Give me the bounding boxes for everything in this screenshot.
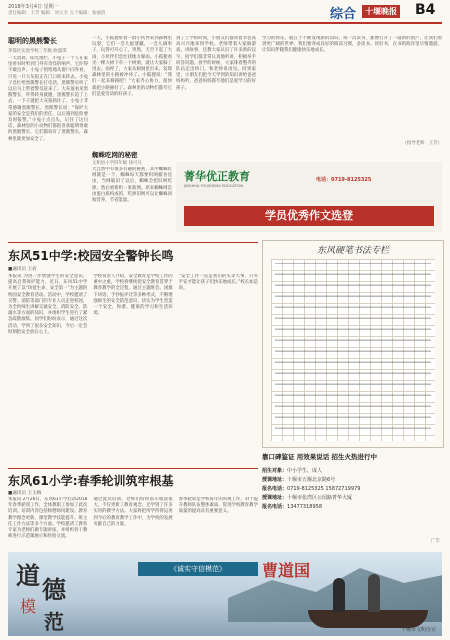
column-3 <box>176 36 256 156</box>
column-2 <box>92 36 172 232</box>
banner-name: 曹道国 <box>262 561 311 580</box>
banner-char-1: 道 <box>16 561 40 590</box>
banner-subtitle: 《诚实守信模范》 <box>170 565 226 573</box>
ad-subtitle: JINGHUA YOUZHENG EDUCATION <box>184 184 244 188</box>
ad-tagline: 学员优秀作文选登 <box>265 209 353 222</box>
banner-chars <box>14 556 84 632</box>
moral-model-banner <box>8 552 442 636</box>
story-body-2b: 大自然中有很多有趣的秘密，其中蜘蛛吃网就是一个。蜘蛛每天都要织网捕食昆虫，当网破旧了以后，蜘蛛会把旧网吃掉，然后重新织一张新网。原来蜘蛛网是由蛋白质构成的，吃掉旧网可以让蜘蛛回收营养，节省能量。 <box>92 167 172 204</box>
story-body-2: 一天，小狐狸带着一群小伙伴来到森林里玩耍，它们一会儿捉迷藏，一会儿摘果子，玩得可开心了。突然，天空下起了大雨，小伙伴们急忙找地方躲雨。小狐狸看见一棵大树下有一个树洞，就让大家躲了进去。雨停了，大家从树洞里出来，发现森林里的小路被冲坏了。小狐狸说：“我们一起来修路吧！”大家齐心协力，很快就把小路修好了。森林里的动物们都夸它们是爱劳动的好孩子。 <box>92 36 172 97</box>
ad-title: 菁华优正教育 <box>184 170 250 183</box>
story-byline: 茅箭区实验学校三年级 欧淑琪 <box>8 49 67 54</box>
column-4 <box>262 36 442 156</box>
page-header <box>0 0 450 24</box>
article2-byline: ■通讯员 王玉梅 <box>8 491 42 496</box>
story-credit-4: （指导老师：王芳） <box>402 141 442 146</box>
banner-char-2: 德 <box>42 575 66 604</box>
education-ad-banner <box>176 162 442 232</box>
person-1 <box>333 578 345 612</box>
article-body-col1: 本报讯 为进一步增强学生的安全意识，提高自我保护能力，近日，东风51中学开展了以“珍爱生命，安全第一”为主题的校园安全教育活动。活动中，学校邀请了交警、消防等部门的专业人员走进校园，为全校师生讲解交通安全、消防安全、防溺水等方面的知识，并组织学生进行了紧急疏散演练。同学们纷纷表示，通过这次活动，学到了很多安全知识，今后一定会时刻把安全放在心上。 <box>8 274 88 335</box>
ad2-line-5: 报名电话：13477318958 <box>262 504 323 510</box>
banner-subtitle-box <box>138 562 258 576</box>
column-1 <box>8 36 88 232</box>
ad-mark: 广告 <box>431 539 440 544</box>
article-byline: ■通讯员 王岩 <box>8 267 37 272</box>
article-rule-top <box>8 242 258 243</box>
story-body: 一天清晨，阳光灿烂，小兔子一个人在家里看书时听到门外有奇怪的响声，它吓得不敢出声。小兔子悄悄地从窗户向外看，只见一只大灰狼正在门口转来转去。小兔子急忙给黑熊警长打电话，黑熊警长听了以后马上带着警员赶来了。大灰狼看见黑熊警长，吓得转身就跑，黑熊警长追了上去，一下子就把大灰狼抓住了。小兔子非常感谢黑熊警长。黑熊警长说：“保护大家的安全是我们的责任，以后遇到危险要及时报警。”小兔子点点头，记住了这句话。森林里的小动物们都很喜欢聪明勇敢的黑熊警长，它们都说有了黑熊警长，森林里就更加安全了。 <box>8 56 88 142</box>
spring-training-article <box>8 468 258 548</box>
page-number: B4 <box>415 2 436 18</box>
section-title: 综合 <box>330 7 357 22</box>
article2-rule-top <box>8 468 258 469</box>
header-rule <box>8 22 442 24</box>
ad-tagline-bar <box>184 206 434 226</box>
story-byline-2: 太和县小学四年级 徐可凡 <box>92 161 142 166</box>
ad2-line-3: 报名电话：0719-8125325 15872719979 <box>262 486 361 492</box>
enrollment-ad <box>262 452 442 548</box>
date-line: 2018年3月4日 星期一 <box>8 4 59 10</box>
calligraphy-grid <box>271 259 435 441</box>
ad2-line-2: 授课地址：十堰市五堰北京路6号 <box>262 477 336 483</box>
story-headline: 聪明的黑熊警长 <box>8 37 57 45</box>
story-body-3: 到了上学的时间，小朋友们都背着书包高高兴兴地来到学校。老师带着大家做游戏、讲故事，还教大家认识了许多新的汉字。同学们都非常认真地听讲，积极举手回答问题。放学的时候，大家排着整齐的队伍走出校门，和老师说再见。回到家里，小朋友们把今天学到的知识讲给爸爸妈妈听，爸爸妈妈都夸他们是爱学习的好孩子。 <box>176 36 256 91</box>
school-safety-article <box>8 242 258 468</box>
editor-line: 责任编辑：王芳 编辑：刘立杰 五十编辑：张丽清 <box>8 11 106 16</box>
ad-logo-box <box>184 168 304 204</box>
calligraphy-panel <box>262 240 444 448</box>
brand-logo <box>362 5 400 18</box>
article-body-col2: 学校负责人介绍，安全教育是学校工作的重中之重，学校将继续把安全教育贯穿于教育教学的全过程，通过主题班会、国旗下讲话、手抄报评比等多种形式，不断增强师生的安全防范意识，切实为学生营造一个安全、和谐、健康的学习和生活环境。 <box>93 274 173 317</box>
brand-text: 十堰晚报 <box>365 7 397 16</box>
story-headline-2: 蜘蛛吃网的秘密 <box>92 151 138 159</box>
person-2 <box>368 574 380 612</box>
article2-body-col3: 春季轮训是学校每年的常规工作，对于提升教师队伍整体素质、促进学校教育教学质量的提高具有重要意义。 <box>178 497 258 515</box>
enrollment-ad-title: 靠口碑鉴证 用效果说话 招生火热进行中 <box>262 453 378 461</box>
banner-char-4: 范 <box>44 610 64 634</box>
banner-char-3: 模 <box>20 597 37 616</box>
article2-headline: 东风61小学:春季轮训筑牢根基 <box>8 474 174 488</box>
ad-phone: 电话：0719-8125325 <box>316 177 372 183</box>
article2-body-col1: 本报讯 2月26日，东风61小学启动2018年春季轮训工作，全体教职工参加了此次培训。培训内容包括师德师风建设、教育教学理念更新、课堂教学技能提升、班主任工作方法等多个方面。学校邀请了教育专家为老师们做专题讲座，并组织骨干教师进行示范课展示和经验交流。 <box>8 497 88 540</box>
article-headline: 东风51中学:校园安全警钟长鸣 <box>8 249 174 263</box>
story-body-4: 学习的快乐，就在于不断发现新的知识。每一次读书，都像打开了一扇新的窗户，让我们看到更广阔的世界。我们要养成良好的阅读习惯，多读书、读好书，在书的海洋里尽情遨游，让知识伴随我们健康快乐地成长。 <box>262 36 442 54</box>
ad2-line-4: 授课地址：十堰市张湾区公园路菁华大厦 <box>262 495 353 501</box>
article2-body-col2: 通过此次培训，老师们纷纷表示收获很大，不仅更新了教育观念，还学到了许多实用的教学方法。大家将把所学所得运用到今后的教育教学工作中，为学校的发展贡献自己的力量。 <box>93 497 173 527</box>
article-body-col3: “安全工作一直是我们的头等大事，只有平安才能让孩子们快乐地成长。”校长如是说。 <box>178 274 258 292</box>
handwriting-sample <box>275 263 431 437</box>
ad2-line-1: 招生对象：中小学生、成人 <box>262 468 323 474</box>
banner-bottom: 十堰市文明办宣 <box>400 627 436 633</box>
calligraphy-title: 东风硬笔书法专栏 <box>316 246 389 256</box>
